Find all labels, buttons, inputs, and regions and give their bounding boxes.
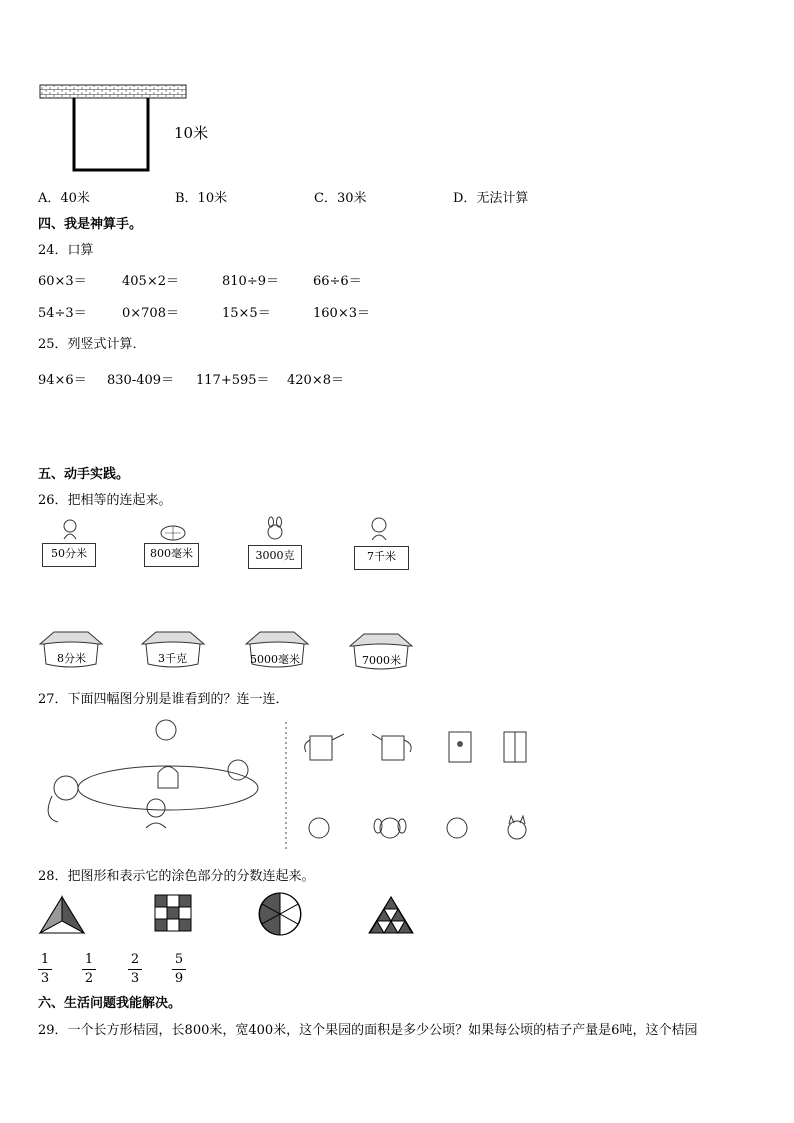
turtle-icon [157, 520, 191, 542]
grid-shape [155, 895, 195, 935]
vertical-calc-item: 420×8＝ [287, 373, 344, 388]
option-b[interactable]: B．10米 [175, 191, 228, 206]
calc-item: 15×5＝ [222, 306, 271, 321]
table-scene [38, 718, 278, 853]
measure-sign[interactable]: 50分米 [42, 543, 96, 567]
fraction-5-9[interactable]: 5 9 [172, 952, 186, 987]
calc-item: 60×3＝ [38, 274, 87, 289]
monkey-icon [366, 516, 392, 542]
divider-line [285, 722, 289, 852]
measure-sign[interactable]: 7千米 [354, 546, 409, 570]
calc-item: 0×708＝ [122, 306, 179, 321]
section5-title: 五、动手实践。 [38, 467, 130, 482]
fence-diagram [38, 82, 188, 172]
monkey-icon [443, 814, 471, 842]
section4-title: 四、我是神算手。 [38, 217, 143, 232]
q27-title: 27．下面四幅图分别是谁看到的？连一连． [38, 692, 289, 707]
q29-text: 29．一个长方形桔园，长800米，宽400米，这个果园的面积是多少公顷？如果每公顷的桔子产量是6吨，这个桔园 [38, 1023, 698, 1038]
triangle-shape [38, 895, 86, 935]
animal-icon [55, 517, 85, 541]
vertical-calc-item: 830-409＝ [107, 373, 175, 388]
teapot-view-icon [298, 722, 348, 768]
fraction-1-2[interactable]: 1 2 [82, 952, 96, 987]
calc-item: 405×2＝ [122, 274, 179, 289]
q26-title: 26．把相等的连起来。 [38, 493, 172, 508]
fence [74, 98, 148, 170]
measure-sign[interactable]: 3000克 [248, 545, 302, 569]
calc-item: 810÷9＝ [222, 274, 279, 289]
measure-sign[interactable]: 800毫米 [144, 543, 199, 567]
rabbit-icon [262, 517, 288, 541]
hut-label[interactable]: 7000米 [362, 654, 401, 667]
q28-title: 28．把图形和表示它的涂色部分的分数连起来。 [38, 869, 315, 884]
dog-icon [373, 814, 407, 842]
section6-title: 六、生活问题我能解决。 [38, 996, 182, 1011]
fraction-1-3[interactable]: 1 3 [38, 952, 52, 987]
vertical-calc-item: 117+595＝ [196, 373, 270, 388]
hut-label[interactable]: 5000毫米 [250, 653, 300, 666]
chick-icon [305, 814, 333, 842]
teapot-view-icon [498, 722, 532, 768]
option-d[interactable]: D．无法计算 [453, 191, 529, 206]
calc-item: 160×3＝ [313, 306, 370, 321]
teapot-view-icon [370, 722, 420, 768]
triangle-grid-shape [367, 895, 415, 935]
vertical-calc-item: 94×6＝ [38, 373, 87, 388]
calc-item: 54÷3＝ [38, 306, 87, 321]
length-label: 10米 [174, 124, 209, 142]
calc-item: 66÷6＝ [313, 274, 362, 289]
option-a[interactable]: A．40米 [38, 191, 90, 206]
fraction-2-3[interactable]: 2 3 [128, 952, 142, 987]
hut-label[interactable]: 8分米 [57, 652, 86, 665]
q25-title: 25．列竖式计算． [38, 337, 146, 352]
hut-label[interactable]: 3千克 [158, 652, 187, 665]
q24-title: 24．口算 [38, 243, 94, 258]
wall [40, 85, 186, 98]
option-c[interactable]: C．30米 [314, 191, 367, 206]
circle-shape [258, 892, 304, 938]
squirrel-icon [503, 814, 531, 842]
teapot-view-icon [443, 722, 477, 768]
